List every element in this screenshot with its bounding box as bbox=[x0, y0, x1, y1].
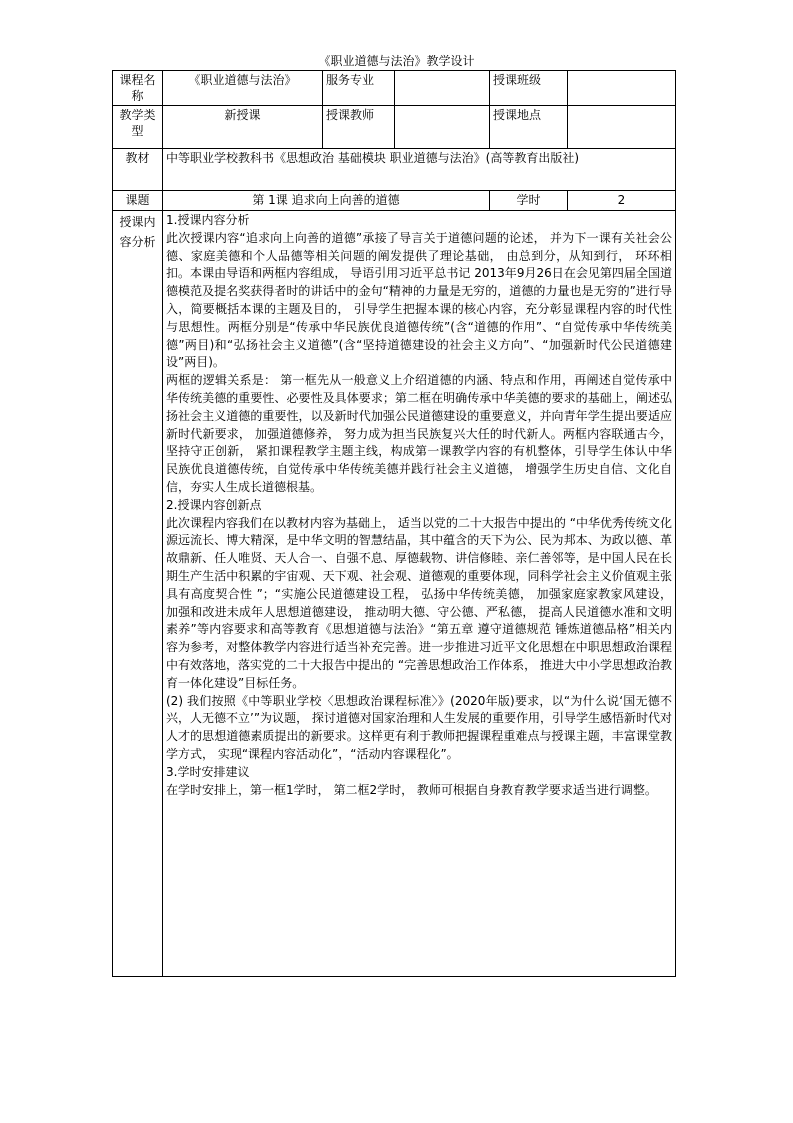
analysis-paragraph: 两框的逻辑关系是： 第一框先从一般意义上介绍道德的内涵、特点和作用，再阐述自觉传承中华传统美德的重要性、必要性及具体要求；第二框在明确传承中华美德的要求的基础上，阐述弘扬社会主义道德的重要性，以及新时代加强公民道德建设的重要意义，并向青年学生提出要适应新时代新要求， 加强道德修养， 努力成为担当民族复兴大任的时代新人。两框内容联通古今，坚持守正创新， 紧扣课程教学主题主线，构成第一课教学内容的有机整体，引导学生体认中华民族优良道德传统，自觉传承中华传统美德并践行社会主义道德， 增强学生历史自信、文化自信，夯实人生成长道德根基。 bbox=[166, 373, 672, 494]
textbook-label: 教材 bbox=[113, 149, 163, 191]
analysis-heading-2: 2.授课内容创新点 bbox=[166, 497, 262, 512]
place-value bbox=[568, 106, 676, 149]
class-label: 授课班级 bbox=[490, 71, 568, 106]
analysis-paragraph: 此次授课内容“追求向上向善的道德”承接了导言关于道德问题的论述， 并为下一课有关社会公德、家庭美德和个人品德等相关问题的阐发提供了理论基础， 由总到分，从知到行， 环环相扣。本课由导语和两框内容组成， 导语引用习近平总书记 2013年9月26日在会见第四届全国道德模范及提名奖获得者时的讲话中的金句“精神的力量是无穷的，道德的力量也是无穷的”进行导入，简要概括本课的主题及目的， 引导学生把握本课的核心内容，充分彰显课程内容的时代性与思想性。两框分别是“传承中华民族优良道德传统”(含“道德的作用”、“自觉传承中华传统美德”两目)和“弘扬社会主义道德”(含“坚持道德建设的社会主义方向”、“加强新时代公民道德建设”两目)。 bbox=[166, 230, 672, 370]
topic-label: 课题 bbox=[113, 191, 163, 211]
major-value: 服务专业 bbox=[323, 71, 395, 106]
topic-row bbox=[113, 191, 676, 211]
analysis-heading-3: 3.学时安排建议 bbox=[166, 764, 250, 779]
analysis-heading-1: 1.授课内容分析 bbox=[166, 213, 250, 227]
analysis-paragraph: 在学时安排上，第一框1学时， 第二框2学时， 教师可根据自身教育教学要求适当进行调整。 bbox=[166, 782, 657, 797]
class-value bbox=[568, 71, 676, 106]
analysis-row bbox=[113, 211, 676, 977]
analysis-label: 授课内容分析 bbox=[113, 211, 163, 977]
course-row bbox=[113, 71, 676, 106]
lesson-plan-table bbox=[112, 70, 676, 977]
teacher-value bbox=[395, 106, 490, 149]
analysis-content bbox=[163, 211, 676, 977]
course-value: 《职业道德与法治》 bbox=[163, 71, 323, 106]
topic-value: 第 1课 追求向上向善的道德 bbox=[163, 191, 490, 211]
hours-value: 2 bbox=[568, 191, 676, 211]
page-title: 《职业道德与法治》教学设计 bbox=[318, 54, 475, 68]
textbook-row bbox=[113, 149, 676, 191]
teacher-label: 授课教师 bbox=[323, 106, 395, 149]
type-row bbox=[113, 106, 676, 149]
hours-label: 学时 bbox=[490, 191, 568, 211]
type-label: 教学类型 bbox=[113, 106, 163, 149]
analysis-paragraph: (2) 我们按照《中等职业学校〈思想政治课程标准〉》(2020年版)要求，以“为什么说‘国无德不兴，人无德不立’”为议题， 探讨道德对国家治理和人生发展的重要作用，引导学生感悟新时代对人才的思想道德素质提出的新要求。这样更有利于教师把握课程重难点与授课主题，丰富课堂教学方式， 实现“课程内容活动化”，“活动内容课程化”。 bbox=[166, 693, 672, 761]
analysis-paragraph: 此次课程内容我们在以教材内容为基础上， 适当以党的二十大报告中提出的 “中华优秀传统文化源远流长、博大精深，是中华文明的智慧结晶，其中蕴含的天下为公、民为邦本、为政以德、革故鼎新、任人唯贤、天人合一、自强不息、厚德载物、讲信修睦、亲仁善邻等，是中国人民在长期生产生活中积累的宇宙观、天下观、社会观、道德观的重要体现，同科学社会主义价值观主张具有高度契合性 ”；“实施公民道德建设工程， 弘扬中华传统美德， 加强家庭家教家风建设， 加强和改进未成年人思想道德建设， 推动明大德、守公德、严私德， 提高人民道德水准和文明素养”等内容要求和高等教育《思想道德与法治》“第五章 遵守道德规范 锤炼道德品格”相关内容为参考，对整体教学内容进行适当补充完善。进一步推进习近平文化思想在中职思想政治课程中有效落地，落实党的二十大报告中提出的 “完善思想政治工作体系， 推进大中小学思想政治教育一体化建设”目标任务。 bbox=[166, 515, 672, 690]
textbook-value: 中等职业学校教科书《思想政治 基础模块 职业道德与法治》(高等教育出版社) bbox=[163, 149, 676, 191]
course-label: 课程名称 bbox=[113, 71, 163, 106]
type-value: 新授课 bbox=[163, 106, 323, 149]
place-label: 授课地点 bbox=[490, 106, 568, 149]
major-blank bbox=[395, 71, 490, 106]
